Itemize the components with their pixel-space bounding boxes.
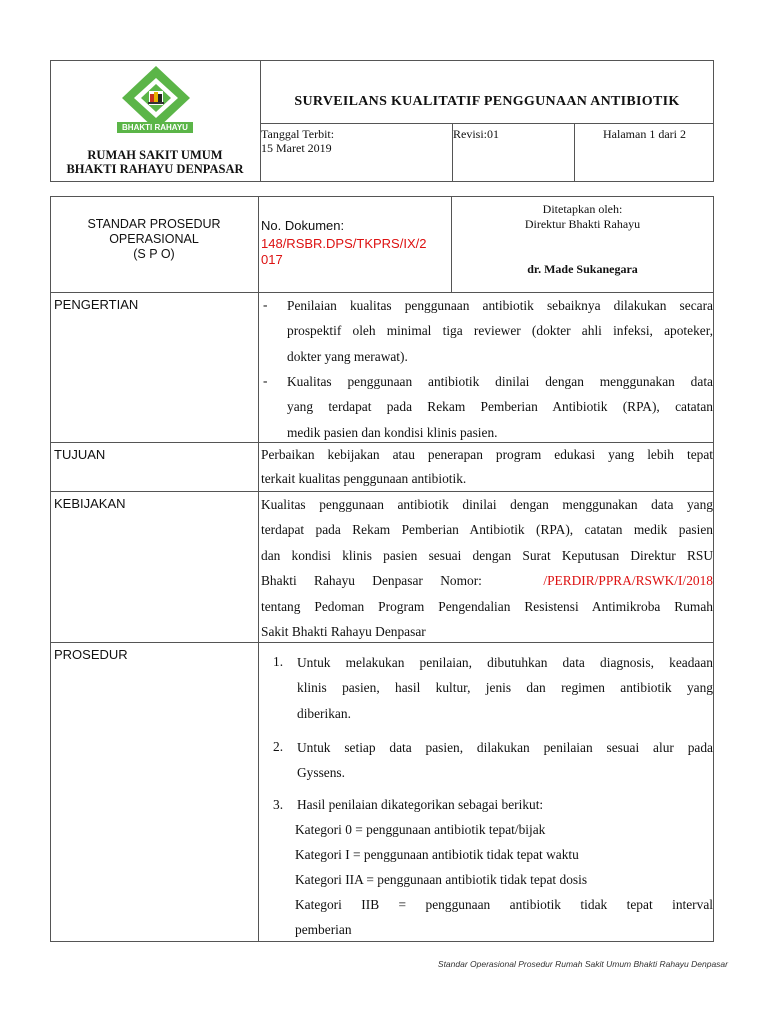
text-line: Sakit Bhakti Rahayu Denpasar (261, 624, 426, 640)
category-item: pemberian (295, 922, 352, 937)
page-footer: Standar Operasional Prosedur Rumah Sakit Umum Bhakti Rahayu Denpasar (437, 959, 728, 969)
text-line: dan kondisi klinis pasien sesuai dengan Surat Keputusan Direktur RSU (261, 547, 713, 563)
text-line: Kualitas penggunaan antibiotik dinilai dengan menggunakan data (287, 374, 713, 389)
text-line: medik pasien dan kondisi klinis pasien. (287, 424, 498, 440)
kebijakan-text (261, 492, 713, 644)
bullet-dash-2: - (263, 373, 268, 388)
approved-by-label: Ditetapkan oleh: (542, 202, 623, 216)
text-line: terdapat pada Rekam Pemberian Antibiotik (RPA), catatan medik pasien (261, 522, 713, 538)
prosedur-item-1 (297, 650, 713, 726)
prosedur-item-2 (297, 735, 713, 786)
decree-number: /PERDIR/PPRA/RSWK/I/2018 (543, 573, 713, 589)
text-line: Gyssens. (297, 765, 345, 781)
issue-date-label: Tanggal Terbit: (261, 127, 335, 141)
category-list (295, 817, 713, 942)
text-line: prospektif oleh minimal tiga reviewer (dokter ahli infeksi, apoteker, (287, 323, 713, 339)
issue-date: 15 Maret 2019 (261, 141, 332, 155)
text-line: terkait kualitas penggunaan antibiotik. (261, 471, 467, 486)
header-row-divider (260, 123, 714, 124)
header-divider (260, 60, 261, 182)
prosedur-label: PROSEDUR (54, 647, 128, 662)
prosedur-item-number: 1. (273, 654, 284, 669)
text-line: Untuk setiap data pasien, dilakukan penilaian sesuai alur pada (297, 740, 713, 755)
decree-prefix: Bhakti Rahayu Denpasar Nomor: (261, 573, 482, 589)
pengertian-label: PENGERTIAN (54, 297, 139, 312)
decree-line (261, 568, 713, 593)
spo-label-line1: STANDAR PROSEDUR (87, 217, 221, 231)
category-item: Kategori 0 = penggunaan antibiotik tepat/bijak (295, 822, 546, 837)
category-item: Kategori IIB = penggunaan antibiotik tidak tepat interval (295, 897, 713, 912)
kebijakan-label: KEBIJAKAN (54, 496, 126, 511)
tujuan-label: TUJUAN (54, 447, 106, 462)
pengertian-bullet-2 (287, 369, 713, 445)
text-line: Penilaian kualitas penggunaan antibiotik sebaiknya dilakukan secara (287, 298, 713, 313)
approved-by-name: dr. Made Sukanegara (527, 262, 638, 276)
doc-no-line2: 017 (261, 252, 283, 267)
spo-label-line2: OPERASIONAL (109, 232, 199, 246)
doc-no-label: No. Dokumen: (261, 218, 345, 233)
text-line: dokter yang merawat). (287, 348, 408, 364)
text-line: klinis pasien, hasil kultur, jenis dan regimen antibiotik yang (297, 680, 713, 696)
bullet-dash-1: - (263, 297, 268, 312)
spo-label-line3: (S P O) (133, 247, 175, 261)
document-title: SURVEILANS KUALITATIF PENGGUNAAN ANTIBIOTIK (294, 94, 680, 109)
text-line: diberikan. (297, 705, 351, 721)
category-item: Kategori I = penggunaan antibiotik tidak tepat waktu (295, 847, 579, 862)
text-line: Perbaikan kebijakan atau penerapan program edukasi yang lebih tepat (261, 447, 713, 462)
page-number: Halaman 1 dari 2 (603, 127, 686, 141)
hospital-name-line1: RUMAH SAKIT UMUM (87, 148, 223, 162)
approved-by-role: Direktur Bhakti Rahayu (524, 217, 641, 231)
hospital-name-line2: BHAKTI RAHAYU DENPASAR (66, 162, 244, 176)
text-line: Untuk melakukan penilaian, dibutuhkan data diagnosis, keadaan (297, 655, 713, 670)
pengertian-bullet-1 (287, 293, 713, 369)
main-column-divider (258, 196, 259, 942)
prosedur-item-3: Hasil penilaian dikategorikan sebagai berikut: (297, 797, 544, 812)
prosedur-item-number: 3. (273, 797, 284, 812)
revision-number: Revisi:01 (453, 127, 500, 141)
text-line: Kualitas penggunaan antibiotik dinilai dengan menggunakan data yang (261, 497, 713, 512)
tujuan-text (261, 443, 713, 491)
logo-text: BHAKTI RAHAYU (122, 123, 188, 132)
doc-no-line1: 148/RSBR.DPS/TKPRS/IX/2 (261, 236, 427, 251)
text-line: yang terdapat pada Rekam Pemberian Antibiotik (RPA), catatan (287, 399, 713, 415)
prosedur-item-number: 2. (273, 739, 284, 754)
text-line: tentang Pedoman Program Pengendalian Resistensi Antimikroba Rumah (261, 598, 713, 614)
category-item: Kategori IIA = penggunaan antibiotik tidak tepat dosis (295, 872, 588, 887)
